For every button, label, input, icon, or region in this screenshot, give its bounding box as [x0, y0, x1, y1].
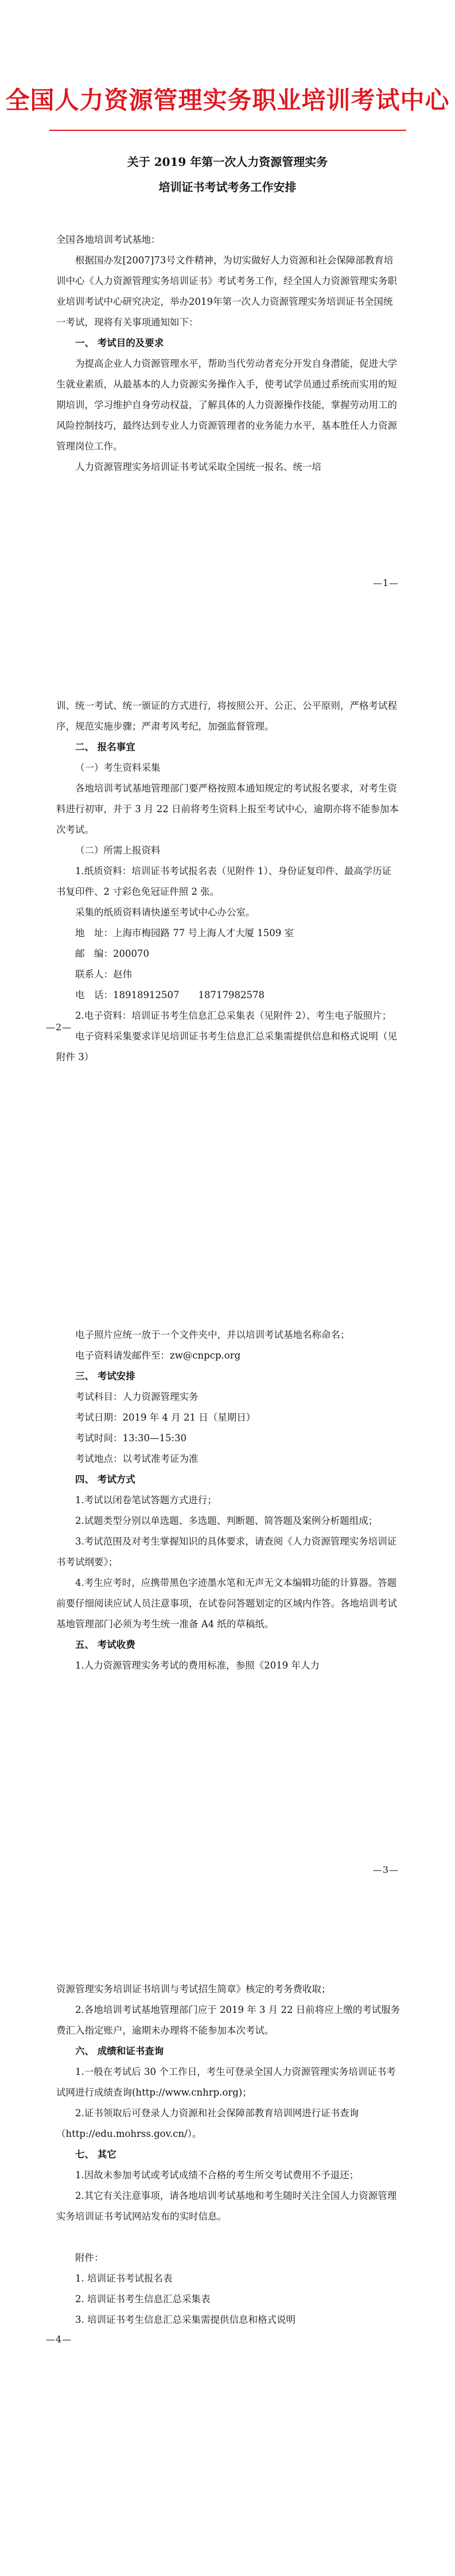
exam-method-3: 3.考试范围及对考生掌握知识的具体要求，请查阅《人力资源管理实务培训证书考试纲要》；: [56, 1536, 397, 1568]
electronic-materials-note: 电子资料采集要求详见培训证书考生信息汇总采集需提供信息和格式说明（见附件 3）: [56, 1031, 397, 1062]
section-7-heading: 七、 其它: [75, 2149, 116, 2160]
attachments-label: 附件：: [75, 2252, 104, 2263]
section-1-paragraph-2: 人力资源管理实务培训证书考试采取全国统一报名、统一培: [75, 461, 321, 472]
exam-method-2: 2.试题类型分别以单选题、多选题、判断题、简答题及案例分析题组成；: [75, 1515, 378, 1526]
attachment-2: 2. 培训证书考生信息汇总采集表: [75, 2294, 211, 2305]
exam-date: 考试日期：2019 年 4 月 21 日（星期日）: [75, 1412, 256, 1423]
attachment-3: 3. 培训证书考生信息汇总采集需提供信息和格式说明: [75, 2314, 295, 2325]
exam-place: 考试地点：以考试准考证为准: [75, 1453, 199, 1464]
subsection-1-paragraph: 各地培训考试基地管理部门要严格按照本通知规定的考试报名要求，对考生资料进行初审，并于 3 月 22 日前将考生资料上报至考试中心，逾期亦将不能参加本次考试。: [56, 783, 399, 835]
attachment-1: 1. 培训证书考试报名表: [75, 2273, 173, 2284]
page-4-body: [56, 1979, 400, 2330]
page-3: [0, 1288, 455, 1932]
query-2: 2.证书领取后可登录人力资源和社会保障部教育培训网进行证书查询（http://edu.mohrss.gov.cn/）。: [56, 2108, 359, 2139]
email-note: 电子资料请发邮件至：zw@cnpcp.org: [75, 1350, 241, 1361]
mail-note: 采集的纸质资料请快递至考试中心办公室。: [75, 907, 255, 918]
electronic-materials-item: 2.电子资料：培训证书考生信息汇总采集表（见附件 2）、考生电子版照片；: [75, 1010, 392, 1021]
page-number: —1—: [372, 577, 399, 588]
fee-paragraph-cont: 资源管理实务培训证书培训与考试招生简章》核定的考务费收取；: [56, 1984, 331, 1995]
page-2-body: [56, 696, 400, 1068]
document-header: 全国人力资源管理实务职业培训考试中心: [5, 86, 450, 114]
other-2: 2.其它有关注意事项，请各地培训考试基地和考生随时关注全国人力资源管理实务培训证书考试网站发布的实时信息。: [56, 2190, 397, 2222]
section-3-heading: 三、 考试安排: [75, 1371, 135, 1382]
exam-method-4: 4.考生应考时，应携带黑色字迹墨水笔和无声无文本编辑功能的计算器。答题前要仔细阅读应试人员注意事项，在试卷问答题划定的区域内作答。各地培训考试基地管理部门必须为考生统一准备 A4 纸的草稿纸。: [56, 1577, 397, 1630]
phone: 电 话：18918912507 18717982578: [75, 990, 265, 1000]
page-4: [0, 1932, 455, 2576]
title-line-2: 培训证书考试考务工作安排: [158, 180, 297, 194]
fee-paragraph-start: 1.人力资源管理实务考试的费用标准，参照《2019 年人力: [75, 1660, 320, 1671]
section-4-heading: 四、 考试方式: [75, 1474, 135, 1485]
section-5-heading: 五、 考试收费: [75, 1639, 135, 1650]
other-1: 1.因故未参加考试或考试成绩不合格的考生所交考试费用不予退还；: [75, 2170, 359, 2181]
fee-paragraph-2: 2.各地培训考试基地管理部门应于 2019 年 3 月 22 日前将应上缴的考试服务费汇入指定账户，逾期未办理将不能参加本次考试。: [56, 2004, 400, 2036]
postcode: 邮 编：200070: [75, 948, 149, 959]
title-line-1: 关于 2019 年第一次人力资源管理实务: [127, 155, 328, 169]
exam-method-1: 1.考试以闭卷笔试答题方式进行；: [75, 1495, 217, 1506]
page-number: —3—: [372, 1864, 399, 1875]
intro-paragraph: 根据国办发[2007]73号文件精神，为切实做好人力资源和社会保障部教育培训中心《人力资源管理实务培训证书》考试考务工作，经全国人力资源管理实务职业培训考试中心研究决定，举办2019年第一次人力资源管理实务培训证书全国统一考试，现将有关事项通知如下：: [56, 255, 397, 328]
contact-person: 联系人：赵伟: [75, 969, 132, 980]
section-6-heading: 六、 成绩和证书查询: [75, 2046, 164, 2057]
page-number: —4—: [46, 2334, 72, 2345]
photo-note: 电子照片应统一放于一个文件夹中，并以培训考试基地名称命名；: [75, 1329, 350, 1340]
continued-paragraph: 训、统一考试、统一颁证的方式进行，将按照公开、公正、公平原则，严格考试程序，规范实施步骤；严肃考风考纪，加强监督管理。: [56, 700, 397, 732]
salutation: 全国各地培训考试基地：: [56, 234, 161, 245]
subsection-2-heading: （二）所需上报资料: [75, 845, 161, 856]
exam-time: 考试时间：13:30—15:30: [75, 1433, 187, 1444]
address: 地 址：上海市梅园路 77 号上海人才大厦 1509 室: [75, 928, 294, 938]
page-3-body: [56, 1325, 400, 1676]
page-1-body: [56, 230, 400, 478]
section-1-paragraph: 为提高企业人力资源管理水平，帮助当代劳动者充分开发自身潜能，促进大学生就业素质，从最基本的人力资源实务操作入手，使考试学员通过系统而实用的短期培训，学习维护自身劳动权益，了解具体的人力资源操作技能，掌握劳动用工的风险控制技巧，最终达到专业人力资源管理者的业务能力水平，基本胜任人力资源管理岗位工作。: [56, 358, 397, 452]
section-2-heading: 二、 报名事宜: [75, 742, 135, 752]
page-number: —2—: [46, 1022, 72, 1033]
page-2: [0, 644, 455, 1288]
exam-subject: 考试科目：人力资源管理实务: [75, 1391, 199, 1402]
page-1: [0, 0, 455, 644]
header-rule: [49, 130, 406, 131]
section-1-heading: 一、 考试目的及要求: [75, 337, 164, 348]
query-1: 1.一般在考试后 30 个工作日，考生可登录全国人力资源管理实务培训证书考试网进行成绩查询(http://www.cnhrp.org)；: [56, 2066, 396, 2098]
subsection-1-heading: （一）考生资料采集: [75, 762, 161, 773]
paper-materials-item: 1.纸质资料：培训证书考试报名表（见附件 1）、身份证复印件、最高学历证书复印件、2 寸彩色免冠证件照 2 张。: [56, 866, 392, 897]
